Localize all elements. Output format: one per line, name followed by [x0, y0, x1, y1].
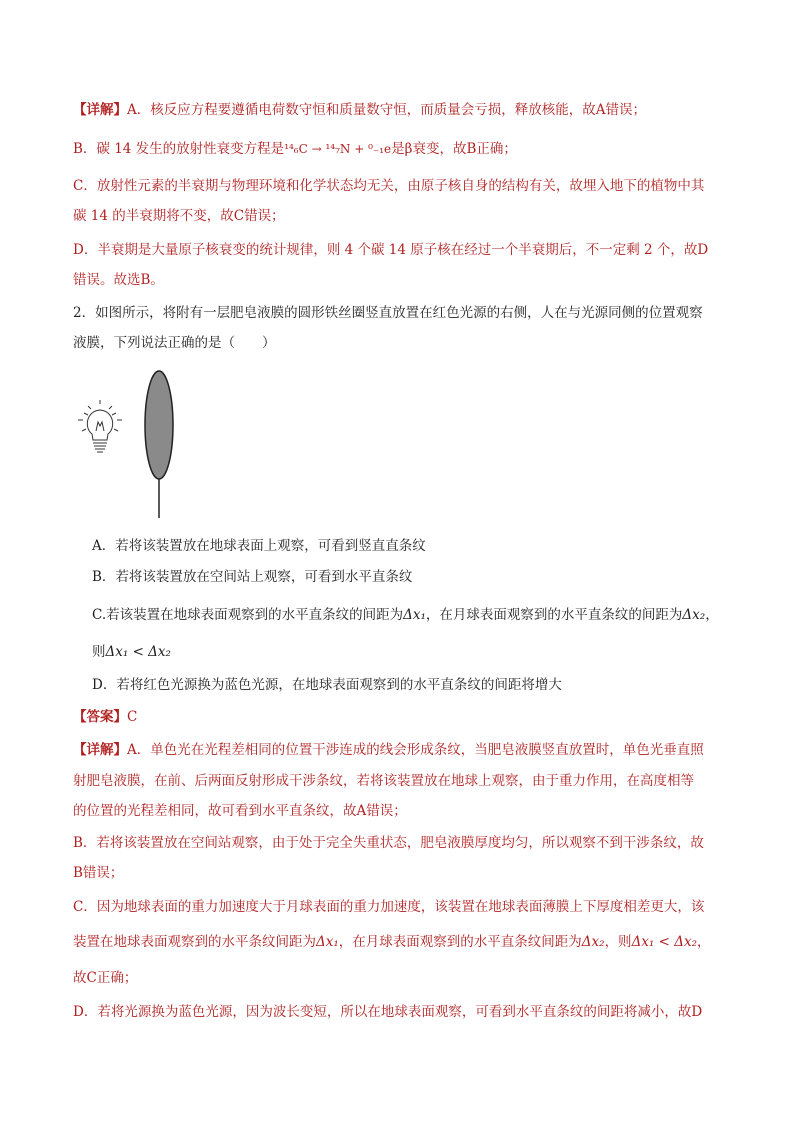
explain1-line-b — [73, 139, 517, 159]
explain2-line-c2: 装置在地球表面观察到的水平条纹间距为Δx₁，在月球表面观察到的水平直条纹间距为Δx₂，则Δx₁ < Δx₂， — [73, 934, 711, 950]
explain2-c3-text: 故C正确； — [73, 970, 138, 986]
explain1-c2-text: 碳 14 的半衰期将不变，故C错误； — [73, 208, 285, 224]
explain2-c2-pre: 装置在地球表面观察到的水平条纹间距为 — [73, 934, 316, 950]
explain1-b-pre: B．碳 14 发生的放射性衰变方程是 — [73, 141, 285, 157]
explain2-line-a2 — [73, 771, 694, 791]
answer-line — [73, 707, 137, 727]
question2-stem-line1 — [73, 303, 703, 323]
soap-film-figure — [72, 368, 212, 520]
explain2-tag: 【详解】 — [73, 742, 127, 758]
explain2-b1-text: B．若将该装置放在空间站观察，由于处于完全失重状态，肥皂液膜厚度均匀，所以观察不到干涉条纹，故 — [73, 835, 704, 851]
option-d — [92, 675, 562, 695]
option-b-text: B．若将该装置放在空间站上观察，可看到水平直条纹 — [92, 569, 413, 585]
explain2-d1-text: D．若将光源换为蓝色光源，因为波长变短，所以在地球表面观察，可看到水平直条纹的间距将减小，故D — [73, 1004, 703, 1020]
explain2-line-c3 — [73, 968, 137, 988]
inequality-symbol: Δx₁ < Δx₂ — [105, 644, 171, 660]
figure-svg — [72, 368, 212, 520]
explain2-a2-text: 射肥皂液膜，在前、后两面反射形成干涉条纹，若将该装置放在地球上观察，由于重力作用，在高度相等 — [73, 773, 694, 789]
delta-x1-symbol: Δx₁ — [316, 934, 339, 950]
delta-x2-symbol: Δx₂ — [581, 934, 605, 950]
explain1-line-c1 — [73, 176, 704, 196]
delta-x1-symbol: Δx₁ — [403, 607, 426, 623]
question2-stem2: 液膜，下列说法正确的是（ ） — [73, 335, 276, 351]
answer-tag: 【答案】 — [73, 709, 127, 725]
answer-value: C — [127, 709, 138, 725]
explain2-b2-text: B错误； — [73, 865, 124, 881]
explain2-c1-text: C．因为地球表面的重力加速度大于月球表面的重力加速度，该装置在地球表面薄膜上下厚度相差更大，该 — [73, 899, 705, 915]
explain2-line-b1 — [73, 833, 704, 853]
explain1-d1-text: D．半衰期是大量原子核衰变的统计规律，则 4 个碳 14 原子核在经过一个半衰期后，不一定剩 2 个，故D — [73, 242, 709, 258]
explain2-line-b2 — [73, 863, 123, 883]
explain1-line-c2 — [73, 206, 285, 226]
explain1-b-post: 是β衰变，故B正确； — [391, 141, 517, 157]
explain2-line-c1 — [73, 897, 704, 917]
explain2-line-a1 — [73, 740, 704, 760]
option-c-mid: ，在月球表面观察到的水平直条纹的间距为 — [425, 607, 683, 623]
option-c-line2 — [92, 642, 171, 662]
option-c-then: 则 — [92, 644, 106, 660]
option-a — [92, 536, 426, 556]
explain2-line-d1 — [73, 1002, 702, 1022]
explain1-line-d2 — [73, 270, 164, 290]
decay-equation: ¹⁴₆C → ¹⁴₇N + ⁰₋₁e — [284, 142, 392, 156]
option-a-text: A．若将该装置放在地球表面上观察，可看到竖直直条纹 — [92, 538, 426, 554]
option-b — [92, 567, 412, 587]
question2-stem-line2 — [73, 333, 276, 353]
option-d-text: D．若将红色光源换为蓝色光源，在地球表面观察到的水平直条纹的间距将增大 — [92, 677, 562, 693]
explain2-a1-text: A．单色光在光程差相同的位置干涉连成的线会形成条纹，当肥皂液膜竖直放置时，单色光垂直照 — [127, 742, 704, 758]
explain1-a-text: A．核反应方程要遵循电荷数守恒和质量数守恒，而质量会亏损，释放核能，故A错误； — [127, 102, 646, 118]
soap-film-loop — [145, 371, 173, 518]
explain2-line-a3 — [73, 801, 407, 821]
inequality-symbol: Δx₁ < Δx₂ — [631, 934, 698, 950]
option-c-line1: C.若该装置在地球表面观察到的水平直条纹的间距为Δx₁，在月球表面观察到的水平直条纹的间距为Δx₂， — [92, 607, 719, 623]
light-bulb-icon — [78, 400, 122, 452]
explain1-line-d1 — [73, 240, 708, 260]
delta-x2-symbol: Δx₂ — [682, 607, 706, 623]
explain1-d2-text: 错误。故选B。 — [73, 272, 164, 288]
explain2-c2-mid: ，在月球表面观察到的水平直条纹间距为 — [338, 934, 582, 950]
explain-tag: 【详解】 — [73, 102, 127, 118]
explain1-c1-text: C．放射性元素的半衰期与物理环境和化学状态均无关，由原子核自身的结构有关，故埋入地下的植物中其 — [73, 178, 705, 194]
question2-stem1: 2．如图所示，将附有一层肥皂液膜的圆形铁丝圈竖直放置在红色光源的右侧，人在与光源同侧的位置观察 — [73, 305, 703, 321]
explain2-c2-post: ，则 — [604, 934, 632, 950]
explain2-a3-text: 的位置的光程差相同，故可看到水平直条纹，故A错误； — [73, 803, 407, 819]
option-c-pre: C.若该装置在地球表面观察到的水平直条纹的间距为 — [92, 607, 404, 623]
explain1-line-a — [73, 100, 646, 120]
